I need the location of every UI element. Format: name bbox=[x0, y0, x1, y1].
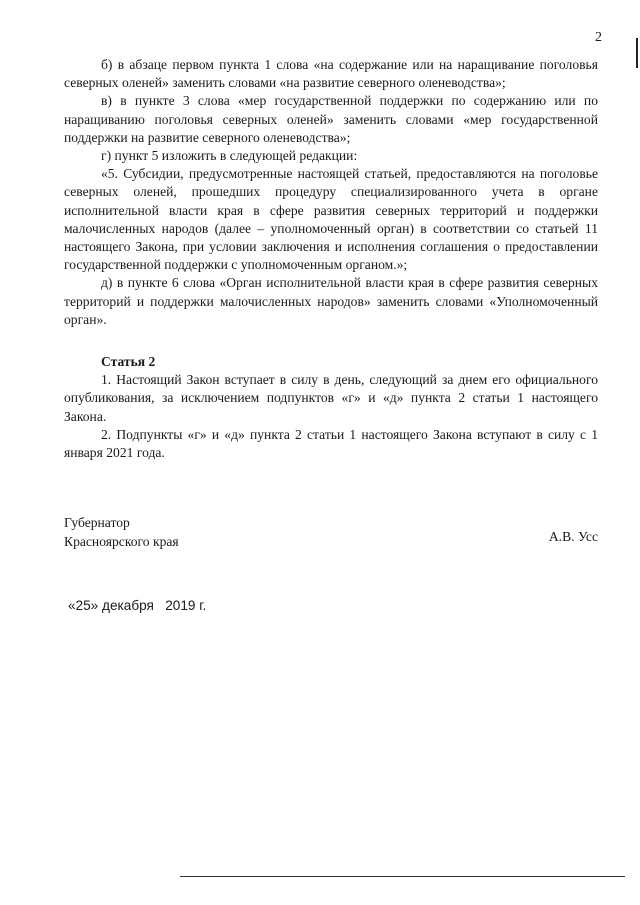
signer-name: А.В. Усс bbox=[548, 529, 598, 544]
paragraph-g: г) пункт 5 изложить в следующей редакции: bbox=[101, 148, 358, 164]
page-number: 2 bbox=[595, 30, 602, 45]
article-2-paragraph-2: 2. Подпункты «г» и «д» пункта 2 статьи 1 настоящего Закона вступают в силу с 1 января 2021 года. bbox=[64, 426, 598, 461]
paragraph-g-quote: «5. Субсидии, предусмотренные настоящей статьей, предоставляются на поголовье северных оленей, прошедших процедуру специализированного учета в органе исполнительной власти края в сфере развития северных территорий и поддержки малочисленных народов (далее – уполномоченный орган) в соответствии со статьей 11 настоящего Закона, при условии заключения и исполнения соглашения о предоставлении государственной поддержки с уполномоченным органом.»; bbox=[64, 166, 598, 273]
signer-title-line-1: Губернатор bbox=[64, 515, 130, 530]
scan-bottom-line bbox=[180, 876, 625, 877]
paragraph-d: д) в пункте 6 слова «Орган исполнительной власти края в сфере развития северных территорий и поддержки малочисленных народов» заменить словами «Уполномоченный орган». bbox=[64, 275, 598, 327]
article-2-title: Статья 2 bbox=[101, 354, 156, 370]
signing-date: «25» декабря 2019 г. bbox=[68, 598, 207, 613]
paragraph-b: б) в абзаце первом пункта 1 слова «на содержание или на наращивание поголовья северных оленей» заменить словами «на развитие северного оленеводства»; bbox=[64, 57, 598, 91]
article-2-paragraph-1: 1. Настоящий Закон вступает в силу в день, следующий за днем его официального опубликования, за исключением подпунктов «г» и «д» пункта 2 статьи 1 настоящего Закона. bbox=[64, 372, 598, 424]
signer-title-line-2: Красноярского края bbox=[64, 534, 179, 549]
signature-block bbox=[64, 513, 598, 551]
scan-edge-mark bbox=[636, 38, 638, 68]
paragraph-v: в) в пункте 3 слова «мер государственной поддержки по содержанию или по наращиванию поголовья северных оленей» заменить словами «мер государственной поддержки на развитие северного оленеводства»; bbox=[64, 93, 598, 145]
document-body bbox=[64, 56, 598, 462]
